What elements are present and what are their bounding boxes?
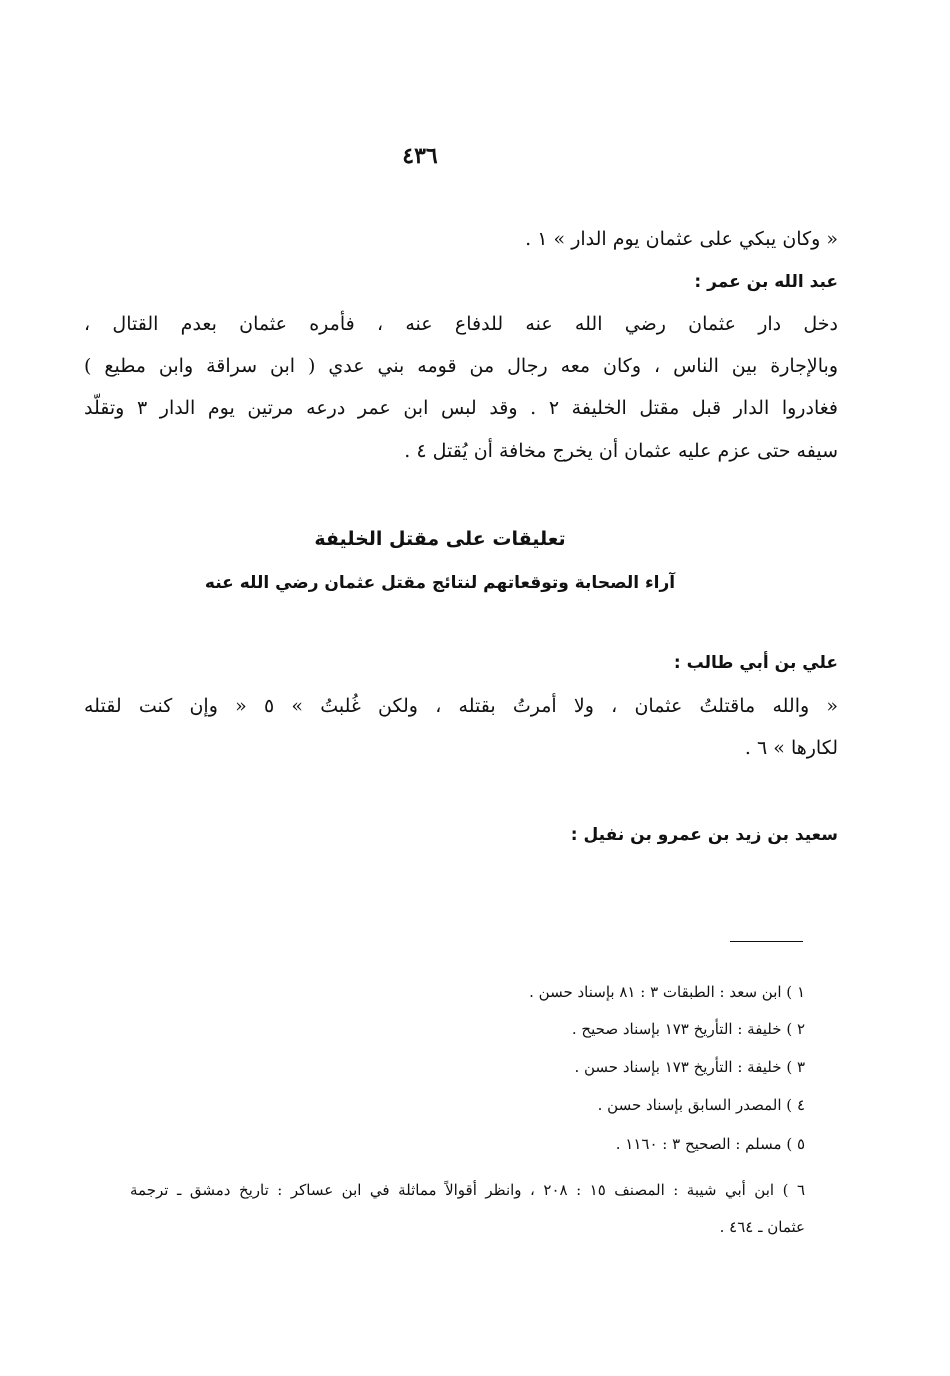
paragraph-line-4: سيفه حتى عزم عليه عثمان أن يخرج مخافة أن يُقتل ٤ . [404,440,838,462]
footnote-4: ٤ ) المصدر السابق بإسناد حسن . [597,1096,805,1114]
footnote-5: ٥ ) مسلم : الصحيح ٣ : ١١٦٠ . [615,1135,805,1153]
footnote-6-line-2: عثمان ـ ٤٦٤ . [719,1218,805,1236]
footnote-divider [730,941,803,942]
section-heading-ali-ibn-abi-talib: علي بن أبي طالب : [673,653,838,673]
paragraph-line-1: دخل دار عثمان رضي الله عنه للدفاع عنه ، فأمره عثمان بعدم القتال ، [84,313,838,335]
section-subtitle: آراء الصحابة وتوقعاتهم لنتائج مقتل عثمان رضي الله عنه [204,573,676,593]
quote-line-1: « والله ماقتلتُ عثمان ، ولا أمرتُ بقتله ، ولكن غُلبتُ » ٥ « وإن كنت لقتله [84,695,838,717]
page-number: ٤٣٦ [402,143,438,169]
paragraph-line-2: وبالإجارة بين الناس ، وكان معه رجال من قومه بني عدي ( ابن سراقة وابن مطيع ) [84,355,838,377]
section-heading-abdullah-ibn-umar: عبد الله بن عمر : [694,272,838,292]
quote-line-2: لكارها » ٦ . [744,737,838,759]
text-line-weeping-quote: « وكان يبكي على عثمان يوم الدار » ١ . [525,228,838,250]
section-title: تعليقات على مقتل الخليفة [314,528,566,550]
section-heading-said-ibn-zayd: سعيد بن زيد بن عمرو بن نفيل : [570,825,838,845]
footnote-1: ١ ) ابن سعد : الطبقات ٣ : ٨١ بإسناد حسن . [529,983,805,1001]
footnote-2: ٢ ) خليفة : التأريخ ١٧٣ بإسناد صحيح . [571,1020,805,1038]
paragraph-line-3: فغادروا الدار قبل مقتل الخليفة ٢ . وقد لبس ابن عمر درعه مرتين يوم الدار ٣ وتقلّد [84,397,838,419]
footnote-3: ٣ ) خليفة : التأريخ ١٧٣ بإسناد حسن . [574,1058,805,1076]
footnote-6-line-1: ٦ ) ابن أبي شيبة : المصنف ١٥ : ٢٠٨ ، وانظر أقوالاً مماثلة في ابن عساكر : تاريخ دمشق ـ ترجمة [130,1181,805,1199]
